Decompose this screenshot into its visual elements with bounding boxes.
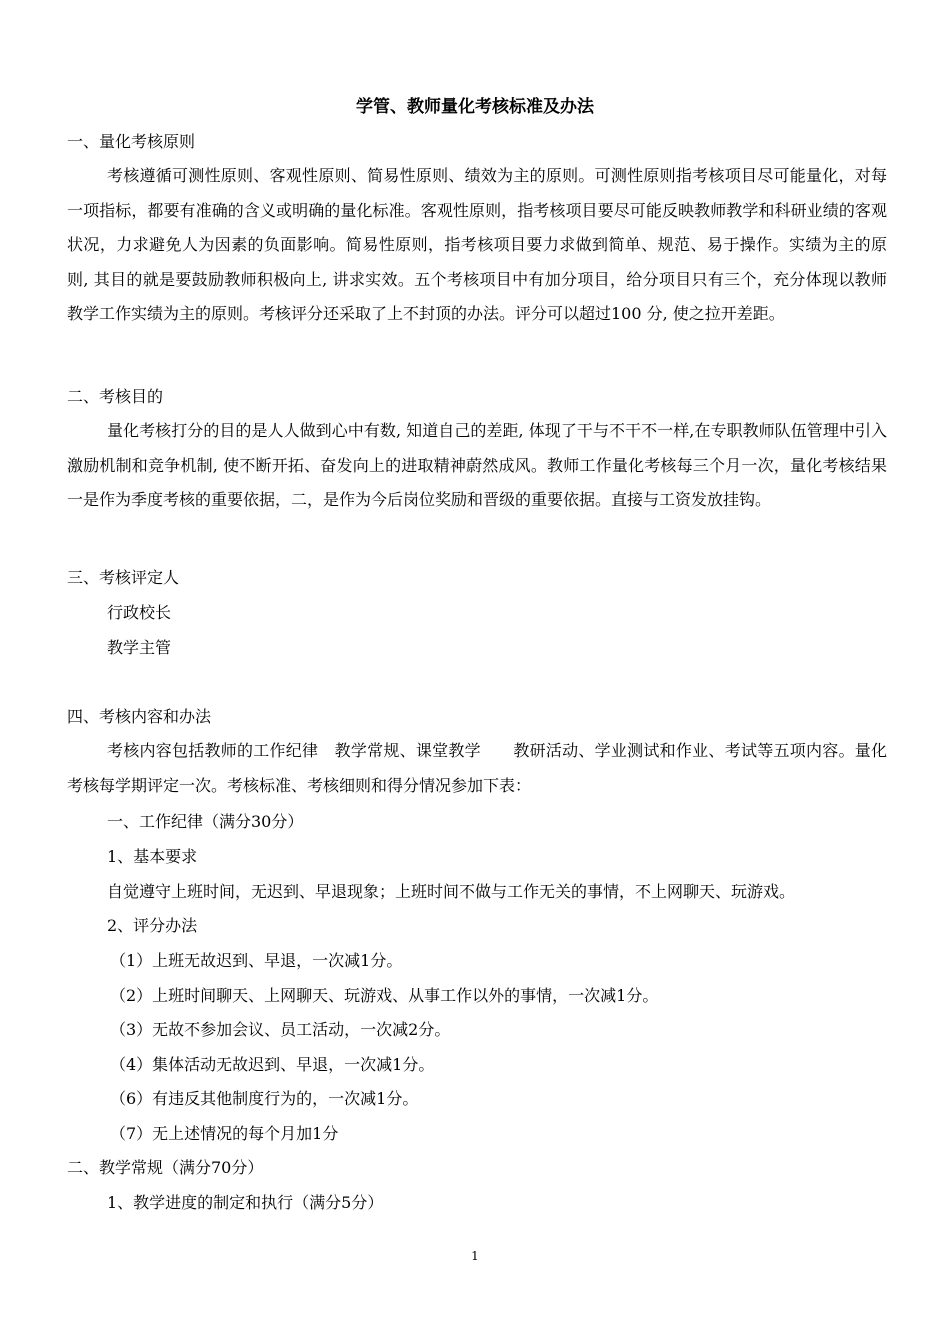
scoring-rule: （4）集体活动无故迟到、早退，一次减1分。 bbox=[110, 1055, 435, 1074]
document-title: 学管、教师量化考核标准及办法 bbox=[356, 97, 594, 117]
assessor-item: 教学主管 bbox=[107, 638, 172, 657]
section-heading-assessors: 三、考核评定人 bbox=[67, 568, 180, 587]
basic-requirements-text: 自觉遵守上班时间，无迟到、早退现象；上班时间不做与工作无关的事情，不上网聊天、玩游戏。 bbox=[107, 882, 796, 901]
teaching-routine-item: 1、教学进度的制定和执行（满分5分） bbox=[107, 1193, 384, 1212]
subsection-heading-discipline: 一、工作纪律（满分30分） bbox=[107, 812, 304, 831]
scoring-rule: （2）上班时间聊天、上网聊天、玩游戏、从事工作以外的事情，一次减1分。 bbox=[110, 986, 659, 1005]
scoring-rule: （1）上班无故迟到、早退，一次减1分。 bbox=[110, 951, 403, 970]
purpose-paragraph: 量化考核打分的目的是人人做到心中有数, 知道自己的差距, 体现了干与不干不一样,在专职教师队伍管理中引入激励机制和竞争机制, 使不断开拓、奋发向上的进取精神蔚然成风。教师工作量化考核每三个月一次，量化考核结果 一是作为季度考核的重要依据，二，是作为今后岗位奖励和晋级的重要依据。直接与工资发放挂钩。 bbox=[67, 421, 887, 510]
scoring-rule: （6）有违反其他制度行为的，一次减1分。 bbox=[110, 1089, 419, 1108]
assessor-item: 行政校长 bbox=[107, 603, 172, 622]
scoring-rule: （3）无故不参加会议、员工活动，一次减2分。 bbox=[110, 1020, 451, 1039]
section-heading-principles: 一、量化考核原则 bbox=[67, 132, 196, 151]
content-paragraph: 考核内容包括教师的工作纪律 教学常规、课堂教学 教研活动、学业测试和作业、考试等五项内容。量化考核每学期评定一次。考核标准、考核细则和得分情况参加下表： bbox=[67, 741, 887, 795]
scoring-rule: （7）无上述情况的每个月加1分 bbox=[110, 1124, 339, 1143]
principles-paragraph: 考核遵循可测性原则、客观性原则、简易性原则、绩效为主的原则。可测性原则指考核项目尽可能量化，对每一项指标，都要有准确的含义或明确的量化标准。客观性原则，指考核项目要尽可能反映教师教学和科研业绩的客观状况，力求避免人为因素的负面影响。简易性原则，指考核项目要力求做到简单、规范、易于操作。实绩为主的原则, 其目的就是要鼓励教师积极向上, 讲求实效。五个考核项目中有加分项目，给分项目只有三个，充分体现以教师教学工作实绩为主的原则。考核评分还采取了上不封顶的办法。评分可以超过100 分, 使之拉开差距。 bbox=[67, 166, 887, 324]
section-heading-content: 四、考核内容和办法 bbox=[67, 707, 212, 726]
scoring-method-heading: 2、评分办法 bbox=[107, 916, 198, 935]
basic-requirements-heading: 1、基本要求 bbox=[107, 847, 198, 866]
subsection-heading-teaching-routine: 二、教学常规（满分70分） bbox=[67, 1158, 264, 1177]
page-number: 1 bbox=[471, 1249, 479, 1263]
section-heading-purpose: 二、考核目的 bbox=[67, 387, 164, 406]
